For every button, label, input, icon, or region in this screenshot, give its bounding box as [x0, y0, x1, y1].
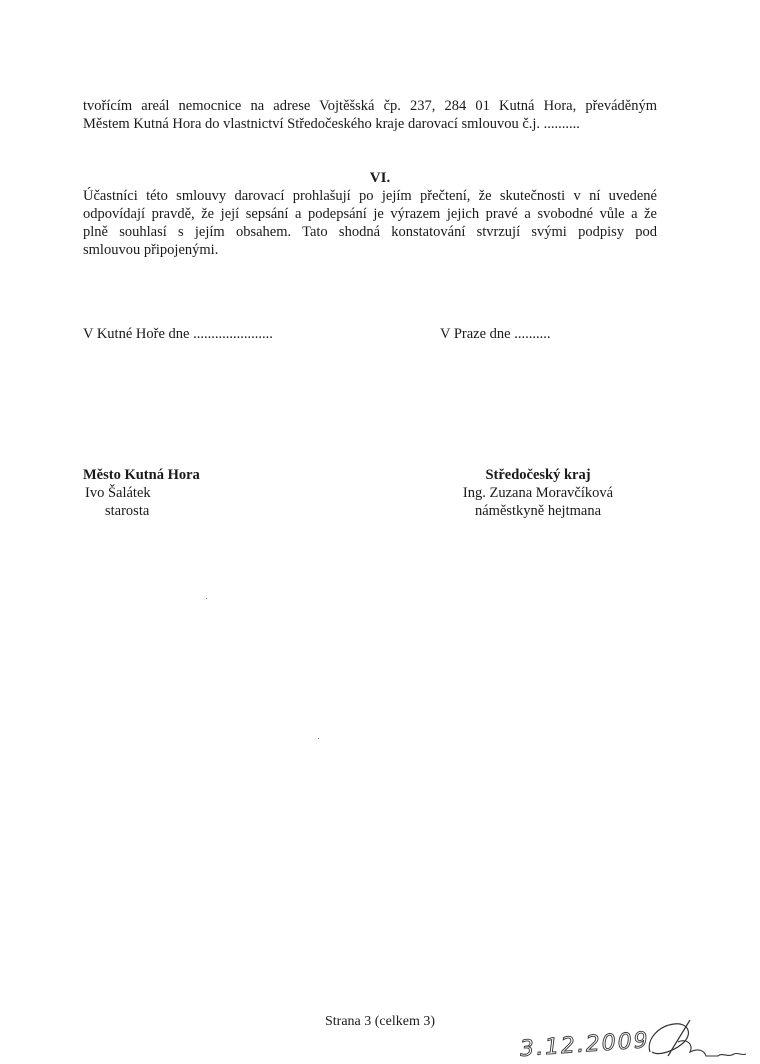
section-line-1: Účastníci této smlouvy darovací prohlašují po jejím přečtení, že skutečnosti v ní uvedené — [83, 188, 657, 204]
handwritten-date-signature — [518, 1012, 748, 1062]
signature-right-person: Ing. Zuzana Moravčíková — [462, 485, 614, 501]
signature-stroke — [649, 1024, 688, 1054]
section-heading: VI. — [369, 170, 391, 186]
signature-left-role: starosta — [105, 503, 150, 519]
paragraph-top — [83, 97, 657, 133]
section-line-4: smlouvou připojenými. — [83, 242, 219, 258]
signature-block-left — [83, 466, 200, 520]
paragraph-top-line-2: Městem Kutná Hora do vlastnictví Středočeského kraje darovací smlouvou č.j. .......... — [83, 116, 580, 132]
handwritten-date: 3.12.2009 — [519, 1028, 651, 1062]
signature-right-role: náměstkyně hejtmana — [474, 503, 602, 519]
signature-stroke — [678, 1041, 746, 1056]
place-date-left: V Kutné Hoře dne ...................... — [83, 326, 273, 342]
paragraph-top-line-1: tvořícím areál nemocnice na adrese Vojtěšská čp. 237, 284 01 Kutná Hora, převáděným — [83, 98, 657, 114]
signature-left-person: Ivo Šalátek — [85, 485, 151, 501]
section-line-3: plně souhlasí s jejím obsahem. Tato shodná konstatování stvrzují svými podpisy pod — [83, 224, 657, 240]
signature-left-party: Město Kutná Hora — [83, 467, 200, 483]
scan-speck — [318, 738, 319, 739]
signature-block-right — [418, 466, 658, 520]
section-paragraph — [83, 187, 657, 259]
page-footer: Strana 3 (celkem 3) — [324, 1014, 435, 1029]
section-line-2: odpovídají pravdě, že její sepsání a podepsání je výrazem jejich pravé a svobodné vůle a že — [83, 206, 657, 222]
scan-speck — [206, 598, 207, 599]
place-date-right: V Praze dne .......... — [440, 326, 551, 342]
signature-right-party: Středočeský kraj — [485, 467, 591, 483]
